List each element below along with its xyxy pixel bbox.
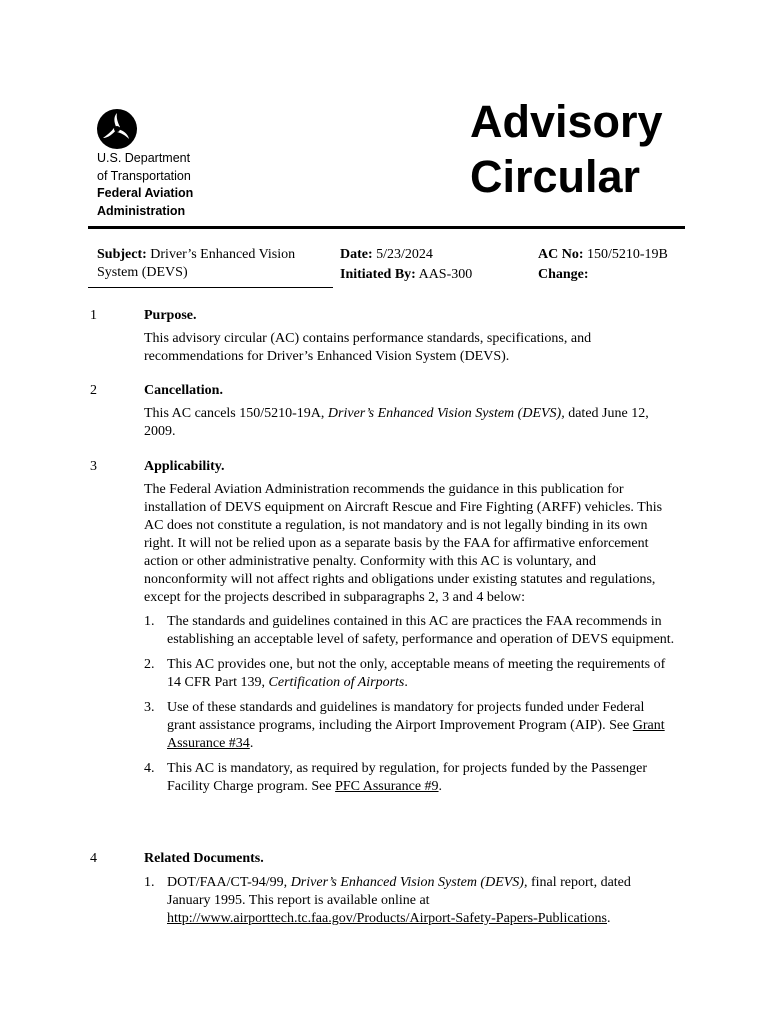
ac-number-value: 150/5210-19B [587, 247, 668, 262]
list-item: 1. The standards and guidelines contained in this AC are practices the FAA recommends in establishing an acceptable level of safety, performance and operation of DEVS equipment. [144, 614, 675, 647]
section-heading: Applicability. [144, 459, 225, 474]
dept-line-2: of Transportation [97, 168, 191, 183]
agency-line-1: Federal Aviation [97, 186, 194, 200]
department-block [97, 150, 193, 220]
subject-value-line-1: Driver’s Enhanced Vision [150, 247, 296, 262]
initiated-block [340, 266, 472, 284]
section-heading: Purpose. [144, 308, 197, 323]
section-text: This AC cancels 150/5210-19A, Driver’s Enhanced Vision System (DEVS), dated June 12, 2009. [144, 406, 649, 439]
agency-line-2: Administration [97, 203, 186, 218]
document-title [470, 94, 663, 204]
section-text: The Federal Aviation Administration recommends the guidance in this publication for installation of DEVS equipment on Aircraft Rescue and Fire Fighting (ARFF) vehicles. This AC does not constitute a regulation, is not mandatory and is not legally binding in its own right. It will not be relied upon as a separate basis by the FAA for affirmative enforcement action or other administrative penalty. Conformity with this AC is voluntary, and nonconformity will not affect rights and obligations under existing statutes and regulations, except for the projects described in subparagraphs 2, 3 and 4 below: [144, 482, 663, 605]
related-documents-list [144, 874, 676, 928]
section-number: 2 [90, 383, 97, 398]
dot-logo-icon [96, 108, 138, 150]
initiated-label: Initiated By: [340, 267, 416, 282]
grant-assurance-link[interactable]: Grant Assurance #34 [167, 718, 665, 751]
title-line-2: Circular [470, 151, 641, 202]
change-block [538, 266, 589, 284]
subject-underline [88, 287, 333, 288]
list-item: 1. DOT/FAA/CT-94/99, Driver’s Enhanced Vision System (DEVS), final report, dated January 1995. This report is available online at http://www.airporttech.tc.faa.gov/Products/Airport-Safety-Papers-Publications. [144, 875, 631, 926]
header-divider [88, 226, 685, 229]
date-label: Date: [340, 247, 373, 262]
list-item: 4. This AC is mandatory, as required by regulation, for projects funded by the Passenger Facility Charge program. See PFC Assurance #9. [144, 761, 648, 794]
applicability-list [144, 613, 676, 796]
dept-line-1: U.S. Department [97, 151, 191, 165]
section-number: 3 [90, 459, 97, 474]
airporttech-url-link[interactable]: http://www.airporttech.tc.faa.gov/Products/Airport-Safety-Papers-Publications [167, 911, 607, 926]
section-heading: Cancellation. [144, 383, 223, 398]
initiated-value: AAS-300 [418, 267, 473, 282]
pfc-assurance-link[interactable]: PFC Assurance #9 [335, 779, 439, 794]
change-label: Change: [538, 267, 589, 282]
date-block [340, 246, 433, 264]
report-title: Driver’s Enhanced Vision System (DEVS) [290, 875, 524, 890]
section-number: 4 [90, 851, 97, 866]
list-item: 2. This AC provides one, but not the only, acceptable means of meeting the requirements of 14 CFR Part 139, Certification of Airports. [144, 657, 666, 690]
title-line-1: Advisory [470, 96, 663, 147]
cancelled-ac-title: Driver’s Enhanced Vision System (DEVS), [327, 406, 565, 421]
subject-label: Subject: [97, 247, 147, 262]
list-item: 3. Use of these standards and guidelines is mandatory for projects funded under Federal grant assistance programs, including the Airport Improvement Program (AIP). See Grant Assurance #34. [144, 700, 665, 751]
subject-value-line-2: System (DEVS) [97, 265, 188, 280]
section-text: This advisory circular (AC) contains performance standards, specifications, and recommendations for Driver’s Enhanced Vision System (DEVS). [144, 331, 592, 364]
regulation-title: Certification of Airports [268, 675, 405, 690]
section-heading: Related Documents. [144, 851, 264, 866]
ac-number-label: AC No: [538, 247, 584, 262]
subject-block [97, 246, 329, 282]
date-value: 5/23/2024 [376, 247, 433, 262]
ac-number-block [538, 246, 668, 264]
section-number: 1 [90, 308, 97, 323]
